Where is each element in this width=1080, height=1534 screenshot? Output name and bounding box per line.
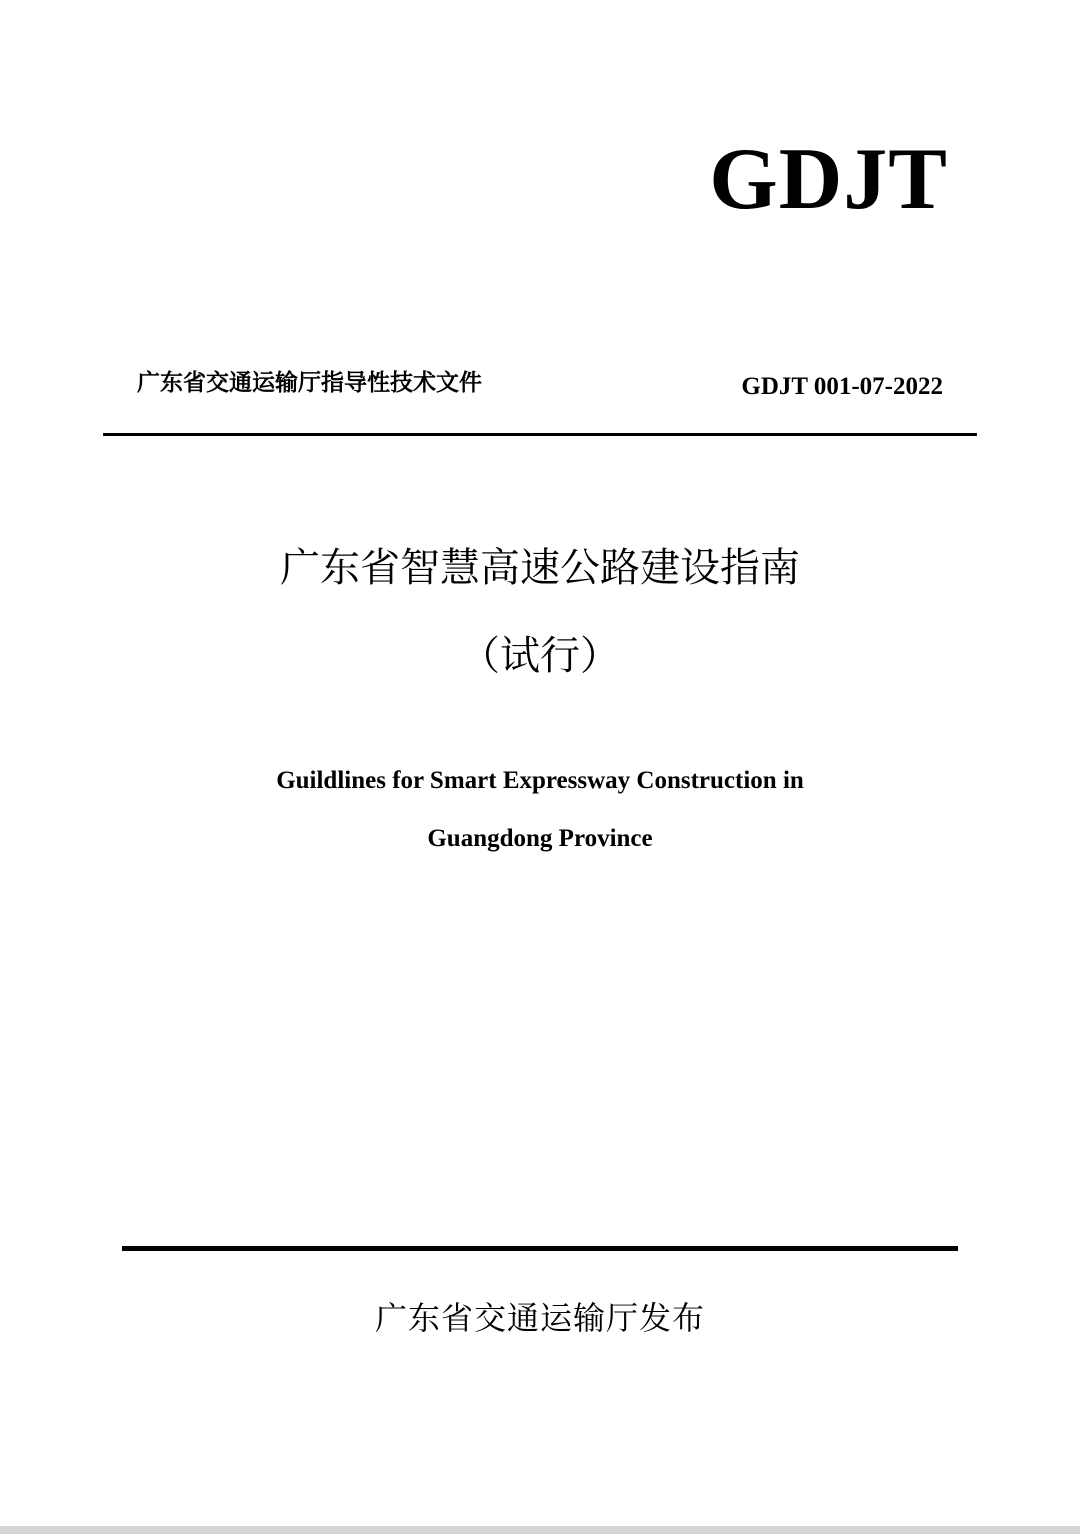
chinese-subtitle: （试行）: [460, 633, 620, 679]
english-title-line-1: Guildlines for Smart Expressway Construction in: [276, 767, 804, 794]
document-type-label: 广东省交通运输厅指导性技术文件: [137, 370, 482, 396]
standard-code-mark: GDJT: [709, 131, 948, 228]
chinese-title: 广东省智慧高速公路建设指南: [280, 545, 800, 591]
header-divider: [103, 433, 977, 436]
page-bottom-edge: [0, 1526, 1080, 1534]
english-title-line-2: Guangdong Province: [427, 825, 653, 852]
publisher-label: 广东省交通运输厅发布: [374, 1299, 705, 1337]
footer-divider: [122, 1246, 958, 1251]
document-number: GDJT 001-07-2022: [741, 373, 943, 400]
